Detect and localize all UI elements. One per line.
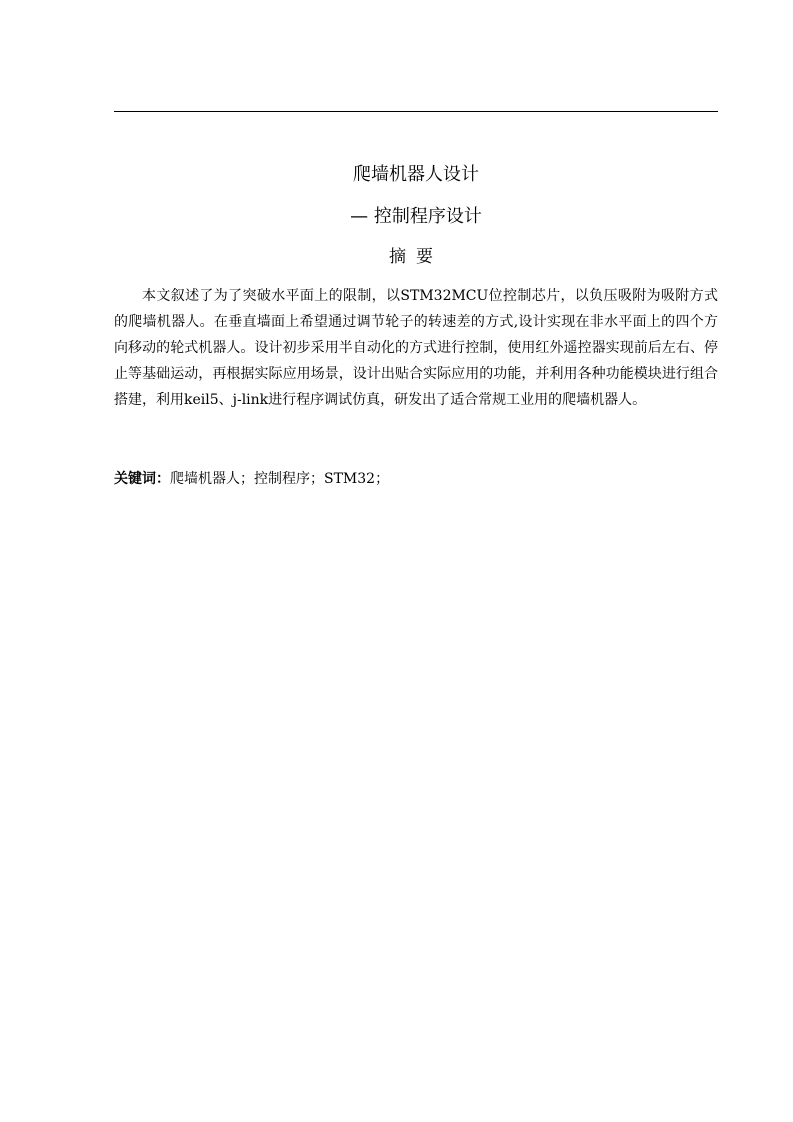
keywords-label: 关键词：: [114, 471, 170, 487]
header-rule: [114, 111, 718, 112]
keywords-line: [114, 467, 718, 491]
keywords-text: 爬墙机器人；控制程序；STM32；: [170, 471, 390, 487]
abstract-paragraph: 本文叙述了为了突破水平面上的限制，以STM32MCU位控制芯片，以负压吸附为吸附方式的爬墙机器人。在垂直墙面上希望通过调节轮子的转速差的方式,设计实现在非水平面上的四个方向移动的轮式机器人。设计初步采用半自动化的方式进行控制，使用红外遥控器实现前后左右、停止等基础运动，再根据实际应用场景，设计出贴合实际应用的功能，并利用各种功能模块进行组合搭建，利用keil5、j-link进行程序调试仿真，研发出了适合常规工业用的爬墙机器人。: [114, 288, 718, 408]
document-subtitle: — 控制程序设计: [350, 206, 482, 227]
document-title: 爬墙机器人设计: [353, 164, 479, 185]
abstract-heading: 摘要: [389, 247, 443, 267]
